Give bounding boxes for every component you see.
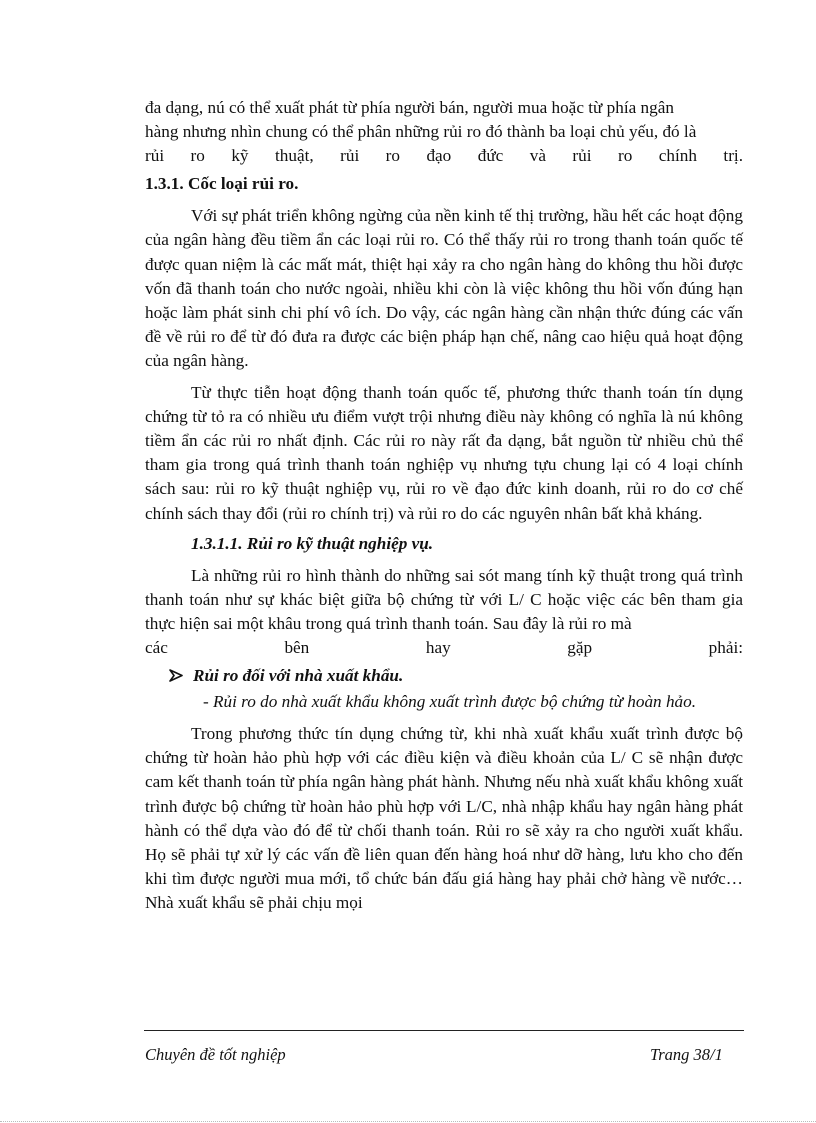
page-number: Trang 38/1 bbox=[650, 1045, 723, 1064]
footer-title: Chuyên đề tốt nghiệp bbox=[145, 1045, 286, 1064]
arrow-bullet-icon bbox=[169, 669, 183, 682]
page-edge-dotted-line bbox=[0, 1121, 816, 1122]
paragraph-line: hàng nhưng nhìn chung có thể phân những rủi ro đó thành ba loại chủ yếu, đó là bbox=[145, 122, 697, 142]
paragraph: Từ thực tiễn hoạt động thanh toán quốc tế, phương thức thanh toán tín dụng chứng từ tỏ ra có nhiều ưu điểm vượt trội nhưng điều này không có nghĩa là nú không tiềm ẩn các rủi ro nhất định. Các rủi ro này rất đa dạng, bắt nguồn từ nhiều chủ thể tham gia trong quá trình thanh toán nghiệp vụ nhưng tựu chung lại có 4 loại chính sách sau: rủi ro kỹ thuật nghiệp vụ, rủi ro về đạo đức kinh doanh, rủi ro do cơ chế chính sách thay đổi (rủi ro chính trị) và rủi ro do các nguyên nhân bất khả kháng. bbox=[145, 383, 743, 523]
paragraph-line: các bên hay gặp phải: bbox=[145, 637, 743, 657]
paragraph: Là những rủi ro hình thành do những sai sót mang tính kỹ thuật trong quá trình thanh toán như sự khác biệt giữa bộ chứng từ với L/ C hoặc việc các bên tham gia thực hiện sai một khâu trong quá trình thanh toán. Sau đây là rủi ro mà bbox=[145, 565, 743, 633]
paragraph-line: đa dạng, nú có thể xuất phát từ phía người bán, người mua hoặc từ phía ngân bbox=[145, 98, 674, 117]
subsection-heading: 1.3.1.1. Rủi ro kỹ thuật nghiệp vụ. bbox=[191, 533, 434, 553]
footer-divider bbox=[144, 1030, 744, 1031]
bullet-item bbox=[145, 664, 743, 688]
paragraph: Trong phương thức tín dụng chứng từ, khi nhà xuất khẩu xuất trình được bộ chứng từ hoàn hảo phù hợp với các điều kiện và điều khoản của L/ C sẽ nhận được cam kết thanh toán từ phía ngân hàng phát hành. Nhưng nếu nhà xuất khẩu không xuất trình được bộ chứng từ hoàn hảo phù hợp với L/C, nhà nhập khẩu hay ngân hàng phát hành có thể dựa vào đó để từ chối thanh toán. Rủi ro sẽ xảy ra cho người xuất khẩu. Họ sẽ phải tự xử lý các vấn đề liên quan đến hàng hoá như dỡ hàng, lưu kho cho đến khi tìm được người mua mới, tổ chức bán đấu giá hàng hay phải chở hàng về nước…Nhà xuất khẩu sẽ phải chịu mọi bbox=[145, 724, 743, 912]
paragraph: Với sự phát triển không ngừng của nền kinh tế thị trường, hầu hết các hoạt động của ngân hàng đều tiềm ẩn các loại rủi ro. Có thể thấy rủi ro trong thanh toán quốc tế được quan niệm là các mất mát, thiệt hại xảy ra cho ngân hàng do không thu hồi được vốn đã thanh toán cho nước ngoài, nhiều khi còn là việc không thu hồi vốn đúng hạn hoặc làm phát sinh chi phí vô ích. Do vậy, các ngân hàng cần nhận thức đúng các vấn đề về rủi ro để từ đó đưa ra được các biện pháp hạn chế, nâng cao hiệu quả hoạt động của ngân hàng. bbox=[145, 206, 743, 370]
bullet-text: Rủi ro đối với nhà xuất khẩu. bbox=[193, 666, 404, 686]
body-text bbox=[145, 96, 743, 915]
section-heading: 1.3.1. Cốc loại rủi ro. bbox=[145, 174, 299, 194]
italic-line: - Rủi ro do nhà xuất khẩu không xuất trình được bộ chứng từ hoàn hảo. bbox=[203, 692, 697, 712]
paragraph-line: rủi ro kỹ thuật, rủi ro đạo đức và rủi ro chính trị. bbox=[145, 146, 743, 166]
